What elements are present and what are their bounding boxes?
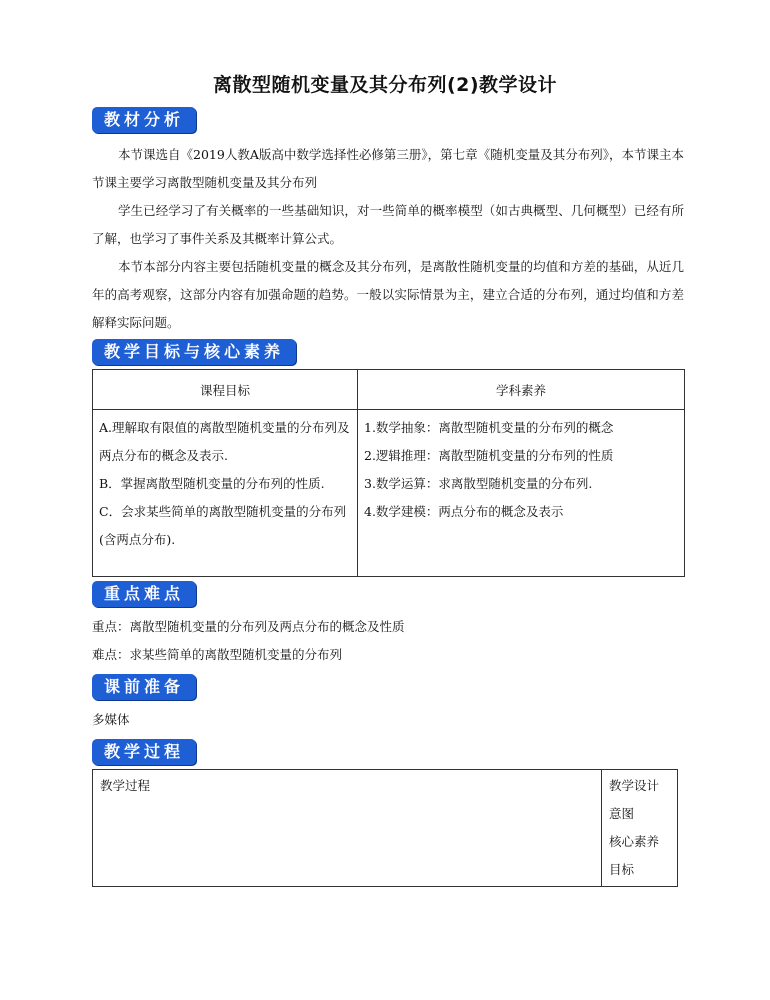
goals-table xyxy=(92,369,685,577)
analysis-paragraph-1: 本节课选自《2019人教A版高中数学选择性必修第三册》，第七章《随机变量及其分布列》，本节课主本节课主要学习离散型随机变量及其分布列 xyxy=(92,147,684,190)
goals-header-literacy: 学科素养 xyxy=(358,370,685,410)
process-main-cell xyxy=(93,770,602,887)
analysis-paragraph-2: 学生已经学习了有关概率的一些基础知识，对一些简单的概率模型（如古典概型、几何概型）已经有所了解，也学习了事件关系及其概率计算公式。 xyxy=(92,203,684,246)
course-goal-item: C．会求某些简单的离散型随机变量的分布列(含两点分布). xyxy=(99,504,347,547)
process-left-header: 教学过程 xyxy=(100,778,151,793)
process-table xyxy=(92,769,678,887)
literacy-cell xyxy=(358,410,685,577)
analysis-paragraph-3: 本节本部分内容主要包括随机变量的概念及其分布列，是离散性随机变量的均值和方差的基础，从近几年的高考观察，这部分内容有加强命题的趋势。一般以实际情景为主，建立合适的分布列，通过均值和方差解释实际问题。 xyxy=(92,259,684,330)
process-side-cell xyxy=(602,770,678,887)
course-goals-cell xyxy=(93,410,358,577)
goals-header-course: 课程目标 xyxy=(93,370,358,410)
key-point-text: 重点：离散型随机变量的分布列及两点分布的概念及性质 xyxy=(92,619,405,634)
course-goal-item: B．掌握离散型随机变量的分布列的性质. xyxy=(99,476,325,491)
section-badge-prep: 课前准备 xyxy=(92,674,196,700)
prep-text: 多媒体 xyxy=(92,712,130,727)
page-title: 离散型随机变量及其分布列(2)教学设计 xyxy=(212,74,558,96)
process-right-subheader: 核心素养目标 xyxy=(609,834,660,877)
literacy-item: 4.数学建模：两点分布的概念及表示 xyxy=(364,504,564,519)
section-badge-goals: 教学目标与核心素养 xyxy=(92,339,296,365)
section-badge-process: 教学过程 xyxy=(92,739,196,765)
process-right-header: 教学设计意图 xyxy=(609,778,660,821)
course-goal-item: A.理解取有限值的离散型随机变量的分布列及两点分布的概念及表示. xyxy=(99,420,350,463)
section-badge-keypoints: 重点难点 xyxy=(92,581,196,607)
literacy-item: 3.数学运算：求离散型随机变量的分布列. xyxy=(364,476,593,491)
literacy-item: 1.数学抽象：离散型随机变量的分布列的概念 xyxy=(364,420,614,435)
difficult-point-text: 难点：求某些简单的离散型随机变量的分布列 xyxy=(92,647,343,662)
section-badge-analysis: 教材分析 xyxy=(92,107,196,133)
literacy-item: 2.逻辑推理：离散型随机变量的分布列的性质 xyxy=(364,448,614,463)
